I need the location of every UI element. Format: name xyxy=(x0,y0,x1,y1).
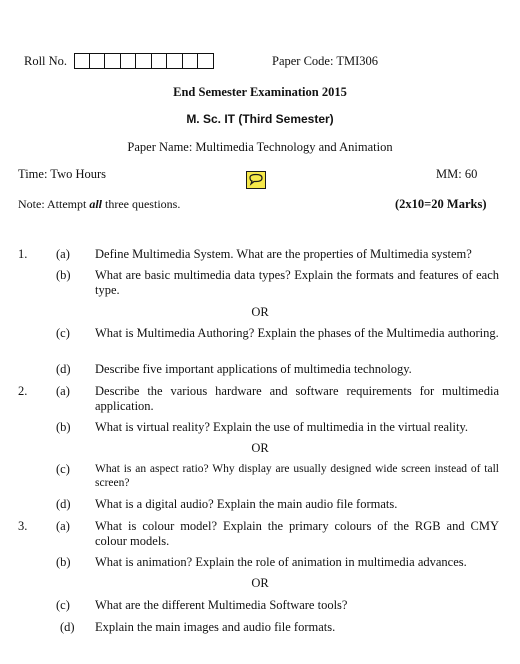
roll-cell xyxy=(90,53,106,69)
part-label: (d) xyxy=(56,362,71,376)
exam-title: End Semester Examination 2015 xyxy=(173,85,347,99)
or-separator: OR xyxy=(251,305,269,319)
roll-cell xyxy=(152,53,168,69)
or-separator: OR xyxy=(251,576,269,590)
question-text: Describe five important applications of multimedia technology. xyxy=(95,362,412,376)
roll-cell xyxy=(183,53,199,69)
roll-cell xyxy=(121,53,137,69)
roll-cell xyxy=(105,53,121,69)
question-text: What is colour model? Explain the primary colours of the RGB and CMY colour models. xyxy=(95,519,499,548)
question-number: 3. xyxy=(18,519,28,533)
part-label: (b) xyxy=(56,555,71,569)
question-text: Describe the various hardware and software requirements for multimedia application. xyxy=(95,384,499,413)
question-text: What are the different Multimedia Software tools? xyxy=(95,598,348,612)
roll-cell xyxy=(167,53,183,69)
question-text: Explain the main images and audio file formats. xyxy=(95,620,336,634)
roll-cell xyxy=(74,53,90,69)
marks-scheme: (2x10=20 Marks) xyxy=(395,197,487,211)
part-label: (c) xyxy=(56,326,70,340)
part-label: (b) xyxy=(56,420,71,434)
part-label: (a) xyxy=(56,519,70,533)
part-label: (a) xyxy=(56,384,70,398)
part-label: (c) xyxy=(56,598,70,612)
part-label: (c) xyxy=(56,462,70,476)
question-number: 1. xyxy=(18,247,28,261)
roll-cell xyxy=(136,53,152,69)
question-text: What is virtual reality? Explain the use of multimedia in the virtual reality. xyxy=(95,420,469,434)
roll-cell xyxy=(198,53,214,69)
note-prefix: Note: Attempt xyxy=(18,197,90,211)
instruction-note xyxy=(18,197,180,212)
note-suffix: three questions. xyxy=(102,197,181,211)
question-text: Define Multimedia System. What are the properties of Multimedia system? xyxy=(95,247,472,261)
roll-number-boxes xyxy=(74,53,214,69)
note-emphasis: all xyxy=(89,197,102,211)
paper-name: Paper Name: Multimedia Technology and Animation xyxy=(127,140,393,154)
question-text: What is a digital audio? Explain the main audio file formats. xyxy=(95,497,398,511)
part-label: (a) xyxy=(56,247,70,261)
question-text: What is an aspect ratio? Why display are usually designed wide screen instead of tall screen? xyxy=(95,463,499,489)
question-text: What is Multimedia Authoring? Explain the phases of the Multimedia authoring. xyxy=(95,326,499,340)
question-text: What is animation? Explain the role of animation in multimedia advances. xyxy=(95,555,467,569)
question-number: 2. xyxy=(18,384,28,398)
part-label: (b) xyxy=(56,268,71,282)
roll-number-label: Roll No. xyxy=(24,54,68,68)
or-separator: OR xyxy=(251,441,269,455)
question-text: What are basic multimedia data types? Explain the formats and features of each type. xyxy=(95,268,499,297)
exam-time: Time: Two Hours xyxy=(18,167,107,181)
comment-note-icon[interactable] xyxy=(246,171,266,189)
part-label: (d) xyxy=(56,497,71,511)
max-marks: MM: 60 xyxy=(436,167,478,181)
part-label: (d) xyxy=(60,620,75,634)
course-title: M. Sc. IT (Third Semester) xyxy=(186,112,334,126)
paper-code: Paper Code: TMI306 xyxy=(272,54,379,68)
